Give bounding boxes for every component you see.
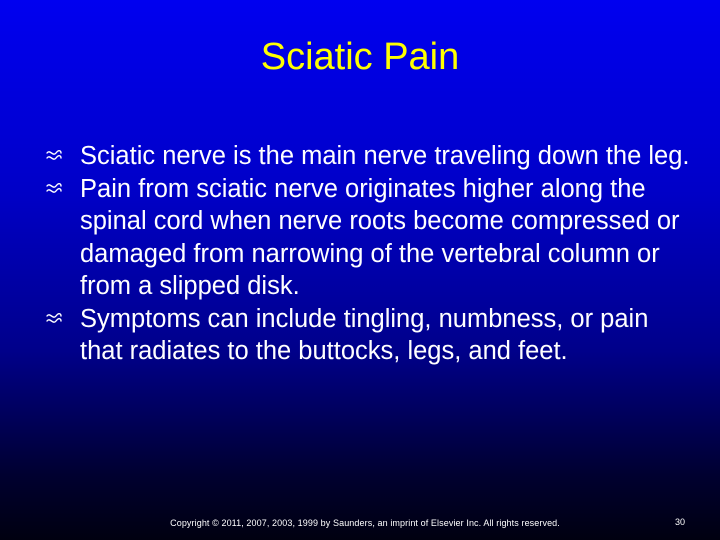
bullet-text: Symptoms can include tingling, numbness, or pain that radiates to the buttocks, legs, and feet.: [80, 304, 649, 365]
bullet-item: [44, 303, 694, 368]
bullet-item: [44, 140, 694, 173]
copyright-footer: Copyright © 2011, 2007, 2003, 1999 by Saunders, an imprint of Elsevier Inc. All rights reserved.: [170, 518, 560, 528]
page-number: 30: [674, 517, 685, 527]
slide-title: Sciatic Pain: [260, 36, 460, 78]
scroll-wave-icon: [44, 179, 64, 199]
scroll-wave-icon: [44, 309, 64, 329]
bullet-text: Sciatic nerve is the main nerve traveling down the leg.: [80, 142, 690, 170]
bullet-item: [44, 173, 694, 303]
scroll-wave-icon: [44, 146, 64, 166]
bullet-text: Pain from sciatic nerve originates higher along the spinal cord when nerve roots become compressed or damaged from narrowing of the vertebral column or from a slipped disk.: [80, 174, 680, 300]
bullet-list: [44, 140, 694, 368]
